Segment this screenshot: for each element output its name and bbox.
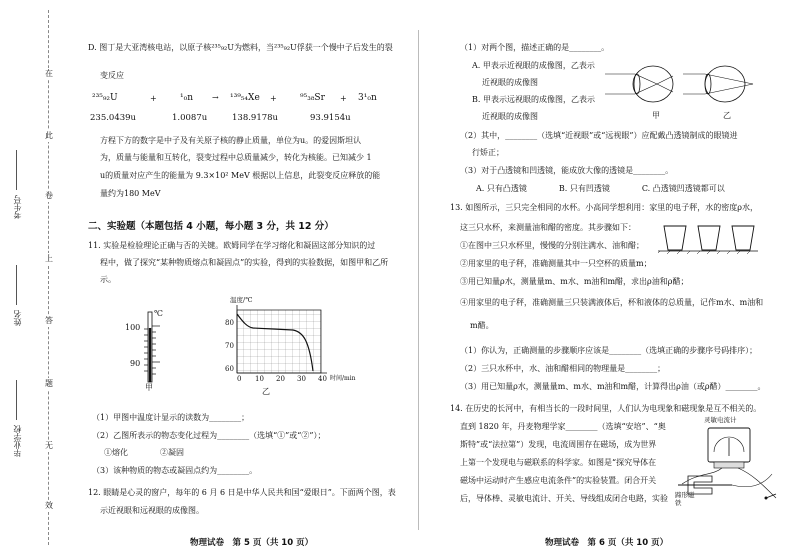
graph-x-tick: 0 bbox=[237, 375, 242, 383]
q12-part1: （1）对两个图，描述正确的是________。 bbox=[460, 43, 610, 52]
q13-step4a: ④用家里的电子秤，准确测量三只装满液体后，杯和液体的总质量，记作m水、m油和 bbox=[460, 298, 764, 307]
binding-char: 答 bbox=[45, 316, 53, 325]
q13-part3: （3）用已知量ρ水，测量量m、m水、m油和m醋，计算得出ρ油（或ρ醋）________。 bbox=[460, 382, 766, 391]
q12-part3: （3）对于凸透镜和凹透镜，能成放大像的透镜是________。 bbox=[460, 166, 674, 175]
q11-line2: 程中，做了探究“某种物质熔点和凝固点”的实验，得到的实验数据，如图甲和乙所 bbox=[100, 258, 389, 267]
q12-option-b-line2: 近视眼的成像图 bbox=[482, 112, 538, 121]
reaction-u: ²³⁵₉₂U bbox=[92, 93, 118, 103]
q12-line1: 12. 眼睛是心灵的窗户，每年的 6 月 6 日是中华人民共和国“爱眼日”。下面两个图，表 bbox=[88, 488, 396, 497]
binding-char: 题 bbox=[45, 379, 53, 388]
q11-part2: （2）乙图所表示的物态变化过程为________（选填“①”或“②”）； bbox=[92, 431, 326, 440]
q14-line1: 14. 在历史的长河中，有相当长的一段时间里，人们认为电现象和磁现象是互不相关的。 bbox=[450, 404, 762, 413]
graph-y-tick: 80 bbox=[225, 319, 234, 327]
q12-part2b: 行矫正； bbox=[472, 148, 504, 157]
q13-step1: ①在图中三只水杯里，慢慢的分别注满水、油和醋； bbox=[460, 241, 644, 250]
student-id-line bbox=[16, 150, 18, 190]
binding-char: 上 bbox=[45, 254, 53, 263]
q12-option-b-line1: B. 甲表示远视眼的成像图，乙表示 bbox=[472, 95, 595, 104]
option-d-line2: 变反应 bbox=[100, 71, 124, 80]
reaction-plus: + bbox=[150, 94, 157, 103]
galvanometer-label: 灵敏电流计 bbox=[704, 416, 737, 424]
binding-char: 卷 bbox=[45, 191, 53, 200]
reaction-sr: ⁹⁵₃₈Sr bbox=[300, 93, 325, 103]
binding-char: 在 bbox=[45, 69, 53, 78]
mass-u: 235.0439u bbox=[90, 113, 137, 123]
q11-part3: （3）该种物质的物态或凝固点约为________。 bbox=[92, 466, 258, 475]
option-d-line6: 量约为180 MeV bbox=[100, 189, 161, 198]
page-footer-right: 物理试卷 第 6 页（共 10 页） bbox=[545, 538, 669, 548]
binding-char: 此 bbox=[45, 131, 53, 140]
q12-part2a: （2）其中，________（选填“近视眼”或“远视眼”）应配戴凸透镜制成的眼镜进 bbox=[460, 131, 738, 140]
q13-part1: （1）你认为，正确测量的步骤顺序应该是________（选填正确的步骤序号码排序）； bbox=[460, 346, 758, 355]
graph-x-tick: 10 bbox=[255, 375, 264, 383]
mass-sr: 93.9154u bbox=[310, 113, 351, 123]
binding-char: 无 bbox=[45, 441, 53, 450]
q12-part3-options: A. 只有凸透镜 B. 只有凹透镜 C. 凸透镜凹透镜都可以 bbox=[476, 184, 725, 193]
q11-line1: 11. 实验是检验理论正确与否的关键。欧姆同学在学习熔化和凝固这部分知识的过 bbox=[88, 241, 376, 250]
school-label: 毕业学校 bbox=[13, 425, 22, 457]
name-label: 姓名 bbox=[13, 310, 22, 326]
q13-line1: 13. 如图所示，三只完全相同的水杯。小高同学想利用：家里的电子秤，水的密度ρ水， bbox=[450, 203, 758, 212]
thermometer-tick-90: 90 bbox=[130, 359, 141, 368]
q13-step2: ②用家里的电子秤，准确测量其中一只空杯的质量m； bbox=[460, 259, 652, 268]
q13-line2: 这三只水杯，来测量油和醋的密度。其步骤如下： bbox=[460, 223, 636, 232]
q11-line3: 示。 bbox=[100, 275, 116, 284]
reaction-neutron: ¹₀n bbox=[180, 93, 194, 103]
magnet-label: 蹄形磁铁 bbox=[675, 491, 695, 507]
graph-x-tick: 40 bbox=[318, 375, 327, 383]
q14-line3: 斯特”或“法拉第”）发现，电流周围存在磁场，成为世界 bbox=[460, 440, 657, 449]
reaction-xe: ¹³⁹₅₄Xe bbox=[230, 93, 260, 103]
option-d-line1: D. 图丁是大亚湾核电站，以原子核²³⁵₉₂U为燃料，当²³⁵₉₂U俘获一个慢中子后发生的裂 bbox=[88, 43, 393, 52]
q12-option-a-line2: 近视眼的成像图 bbox=[482, 78, 538, 87]
thermometer-label: 甲 bbox=[145, 383, 153, 392]
graph-y-label: 温度/℃ bbox=[230, 296, 253, 304]
student-id-label: 考生号 bbox=[13, 195, 22, 219]
reaction-arrow: → bbox=[212, 93, 219, 102]
q14-line4: 上第一个发现电与磁联系的科学家。如图是“探究导体在 bbox=[460, 458, 657, 467]
q13-step4b: m醋。 bbox=[470, 321, 494, 330]
option-d-line5: u的质量对应产生的能量为 9.3×10² MeV 根据以上信息，此裂变反应释放的能 bbox=[100, 171, 381, 180]
q13-part2: （2）三只水杯中，水、油和醋相同的物理量是________； bbox=[460, 364, 666, 373]
graph-y-tick: 70 bbox=[225, 342, 234, 350]
q14-line5: 磁场中运动时产生感应电流条件”的实验装置。闭合开关 bbox=[460, 476, 657, 485]
thermometer-unit: ℃ bbox=[154, 309, 163, 318]
q11-part1: （1）甲图中温度计显示的读数为________； bbox=[92, 413, 250, 422]
q13-step3: ③用已知量ρ水，测量量m、m水、m油和m醋，求出ρ油和ρ醋； bbox=[460, 277, 689, 286]
mass-xe: 138.9178u bbox=[232, 113, 279, 123]
mass-n: 1.0087u bbox=[172, 113, 208, 123]
q12-option-a-line1: A. 甲表示近视眼的成像图，乙表示 bbox=[472, 61, 595, 70]
section-2-title: 二、实验题（本题包括 4 小题，每小题 3 分，共 12 分） bbox=[88, 221, 334, 232]
graph-x-label: 时间/min bbox=[330, 375, 356, 382]
graph-x-tick: 30 bbox=[297, 375, 306, 383]
column-divider bbox=[418, 30, 419, 530]
option-d-line4: 为，质量与能量和互转化，裂变过程中总质量减少，转化为核能。已知减少 1 bbox=[100, 153, 372, 162]
binding-dashed-line bbox=[48, 10, 49, 545]
q14-line6: 后，导体棒、灵敏电流计、开关、导线组成闭合电路，实验 bbox=[460, 494, 668, 503]
reaction-plus: + bbox=[270, 94, 277, 103]
school-line bbox=[16, 380, 18, 420]
eye-label-jia: 甲 bbox=[652, 111, 660, 120]
q14-line2: 直到 1820 年，丹麦物理学家________（选填“安培”、“奥 bbox=[460, 422, 666, 431]
eye-diagrams bbox=[605, 56, 755, 118]
binding-char: 效 bbox=[45, 501, 53, 510]
thermometer-tick-100: 100 bbox=[125, 323, 141, 332]
graph-label: 乙 bbox=[262, 387, 270, 396]
q12-line2: 示近视眼和远视眼的成像图。 bbox=[100, 506, 204, 515]
eye-label-yi: 乙 bbox=[723, 111, 731, 120]
name-line bbox=[16, 265, 18, 305]
graph-y-tick: 60 bbox=[225, 365, 234, 373]
q11-options: ①熔化 ②凝固 bbox=[104, 448, 184, 457]
reaction-plus: + bbox=[340, 94, 347, 103]
page-footer-left: 物理试卷 第 5 页（共 10 页） bbox=[190, 538, 314, 548]
graph-x-tick: 20 bbox=[276, 375, 285, 383]
three-cups-figure bbox=[658, 222, 758, 254]
option-d-line3: 方程下方的数字是中子及有关原子核的静止质量，单位为u。的爱因斯坦认 bbox=[100, 136, 362, 145]
reaction-3n: 3¹₀n bbox=[358, 93, 377, 103]
